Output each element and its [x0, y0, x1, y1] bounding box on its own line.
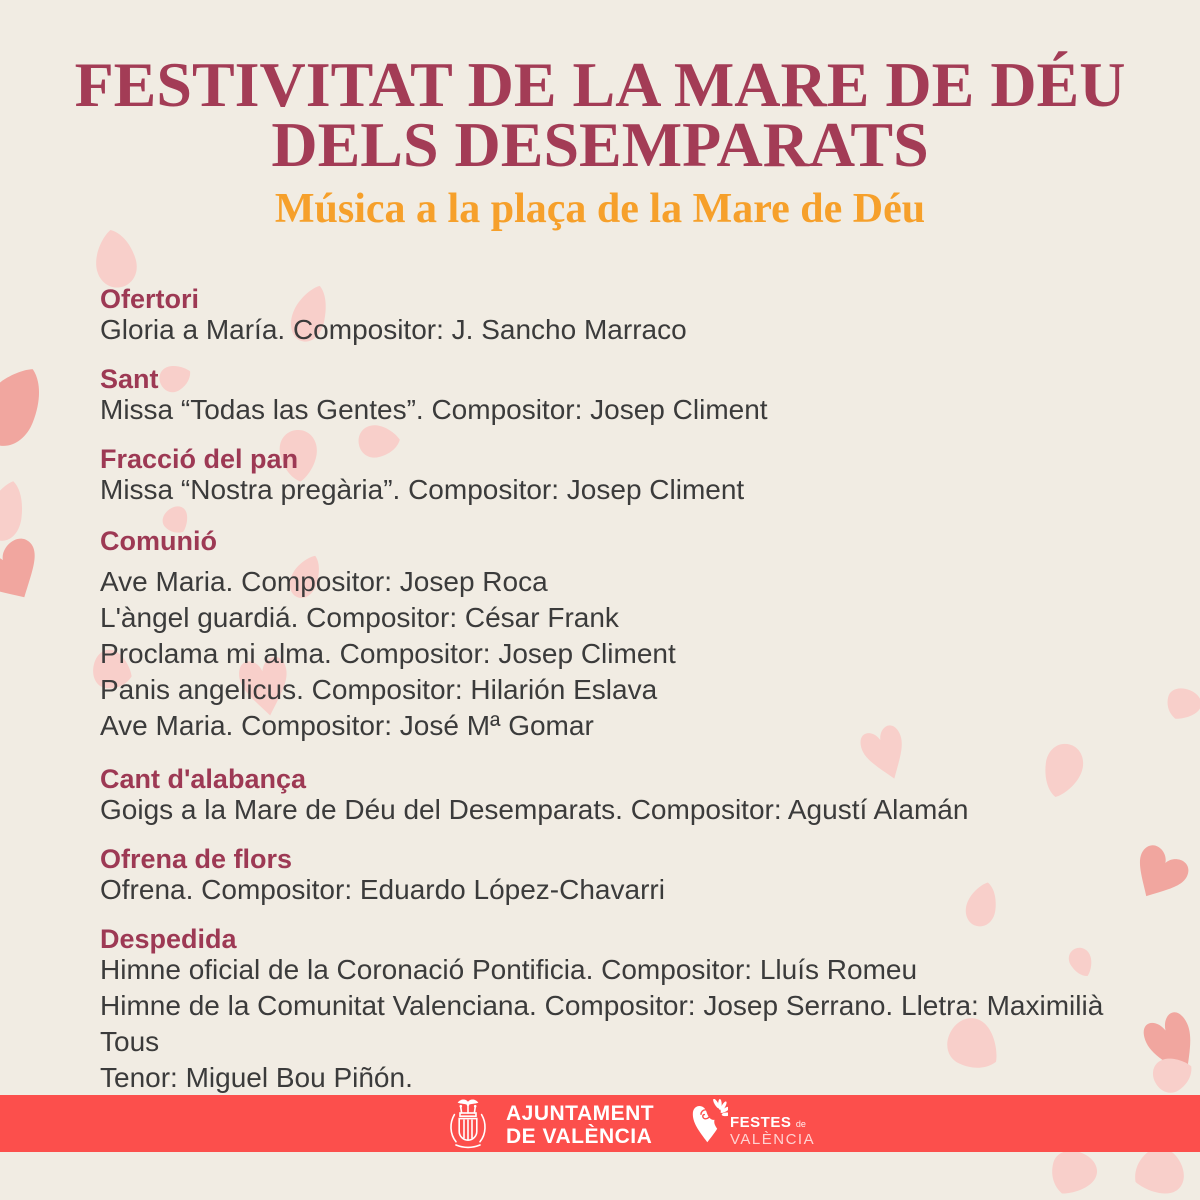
- poster-title-line2: DELS DESEMPARATS: [271, 109, 929, 180]
- festes-word: FESTES: [730, 1114, 792, 1131]
- program-line: Proclama mi alma. Compositor: Josep Climent: [100, 638, 676, 669]
- section-cant-dalabanca: [100, 766, 1150, 828]
- section-heading: Ofertori: [100, 284, 200, 314]
- program-line: Goigs a la Mare de Déu del Desemparats. Compositor: Agustí Alamán: [100, 794, 969, 825]
- section-ofrena-de-flors: [100, 846, 1150, 908]
- section-comunio: [100, 528, 1150, 744]
- program-line: Himne de la Comunitat Valenciana. Compositor: Josep Serrano. Lletra: Maximilià Tous: [100, 990, 1104, 1057]
- ajuntament-line2: DE VALÈNCIA: [506, 1125, 653, 1148]
- program-line: Missa “Nostra pregària”. Compositor: Josep Climent: [100, 474, 745, 505]
- festes-valencia-word: VALÈNCIA: [730, 1131, 816, 1148]
- program-line: Missa “Todas las Gentes”. Compositor: Josep Climent: [100, 394, 768, 425]
- ajuntament-valencia-label: [506, 1102, 654, 1148]
- program-line: Tenor: Miguel Bou Piñón.: [100, 1062, 413, 1093]
- section-heading: Comunió: [100, 526, 217, 556]
- petal-decoration: [1158, 682, 1200, 729]
- section-ofertori: [100, 286, 1150, 348]
- section-despedida: [100, 926, 1150, 1096]
- poster-title-line1: FESTIVITAT DE LA MARE DE DÉU: [74, 49, 1126, 120]
- section-heading: Ofrena de flors: [100, 844, 293, 874]
- program-line: L'àngel guardiá. Compositor: César Frank: [100, 602, 619, 633]
- valencia-coat-of-arms-icon: [444, 1097, 492, 1150]
- festes-de-word: de: [795, 1119, 806, 1129]
- program-line: Panis angelicus. Compositor: Hilarión Eslava: [100, 674, 658, 705]
- program-line: Ave Maria. Compositor: Josep Roca: [100, 566, 548, 597]
- petal-decoration: [0, 524, 61, 620]
- section-heading: Cant d'alabança: [100, 764, 306, 794]
- poster-subtitle: Música a la plaça de la Mare de Déu: [274, 186, 926, 232]
- section-heading: Fracció del pan: [100, 444, 299, 474]
- ajuntament-line1: AJUNTAMENT: [506, 1102, 655, 1125]
- program-line: Gloria a María. Compositor: J. Sancho Marraco: [100, 314, 687, 345]
- section-sant: [100, 366, 1150, 428]
- petal-decoration: [0, 349, 61, 460]
- festes-valencia-label: [730, 1115, 815, 1147]
- program-line: Ave Maria. Compositor: José Mª Gomar: [100, 710, 594, 741]
- section-heading: Despedida: [100, 924, 237, 954]
- festes-valencia-heart-icon: [692, 1099, 728, 1148]
- section-fraccio-del-pan: [100, 446, 1150, 508]
- program-line: Ofrena. Compositor: Eduardo López-Chavarri: [100, 874, 665, 905]
- footer-bar: [0, 1095, 1200, 1152]
- section-heading: Sant: [100, 364, 159, 394]
- program-line: Himne oficial de la Coronació Pontificia. Compositor: Lluís Romeu: [100, 954, 918, 985]
